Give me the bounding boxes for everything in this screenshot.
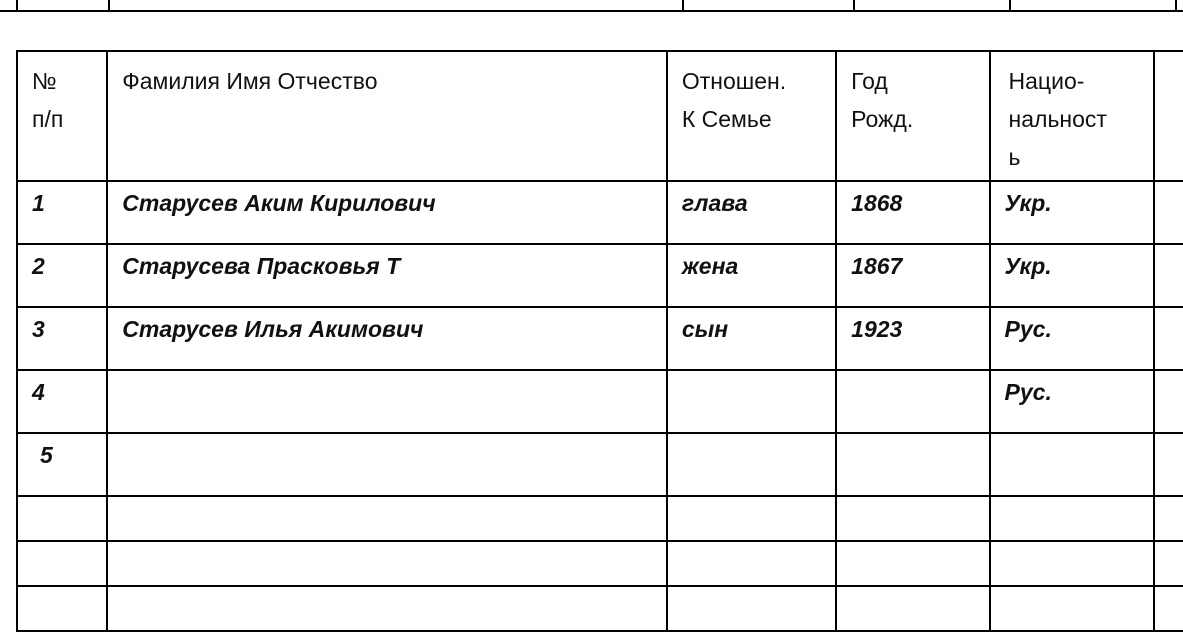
cell-empty <box>17 541 107 586</box>
table-row <box>17 181 1183 244</box>
cell-number: 4 <box>17 370 107 433</box>
cell-name: Старусев Аким Кирилович <box>107 181 667 244</box>
table-row <box>17 307 1183 370</box>
header-cell-cut <box>1154 51 1183 181</box>
cell-cut <box>1154 541 1183 586</box>
cell-name <box>107 433 667 496</box>
cell-year: 1867 <box>836 244 989 307</box>
cell-nationality <box>990 433 1154 496</box>
table-border-line <box>108 0 110 12</box>
cell-empty <box>17 496 107 541</box>
cell-empty <box>836 496 989 541</box>
table-row <box>17 586 1183 631</box>
cell-year <box>836 433 989 496</box>
header-cell-number: № п/п <box>17 51 107 181</box>
cell-relation: сын <box>667 307 836 370</box>
cell-nationality: Укр. <box>990 244 1154 307</box>
cell-cut <box>1154 307 1183 370</box>
table-row <box>17 541 1183 586</box>
header-row <box>17 51 1183 181</box>
cell-empty <box>17 586 107 631</box>
cell-number: 1 <box>17 181 107 244</box>
table-row <box>17 433 1183 496</box>
header-cell-year: Год Рожд. <box>836 51 989 181</box>
cell-number: 5 <box>17 433 107 496</box>
previous-table-fragment <box>0 0 1183 13</box>
cell-cut <box>1154 181 1183 244</box>
header-cell-nationality: Нацио- нальност ь <box>990 51 1154 181</box>
cell-cut <box>1154 370 1183 433</box>
cell-nationality: Рус. <box>990 307 1154 370</box>
cell-cut <box>1154 433 1183 496</box>
cell-empty <box>990 496 1154 541</box>
cell-empty <box>107 496 667 541</box>
cell-year: 1923 <box>836 307 989 370</box>
cell-empty <box>667 541 836 586</box>
cell-empty <box>990 541 1154 586</box>
family-table <box>16 50 1183 632</box>
table-border-line <box>1175 0 1177 12</box>
cell-cut <box>1154 586 1183 631</box>
cell-relation <box>667 370 836 433</box>
table-border-line <box>0 10 1183 12</box>
cell-empty <box>836 586 989 631</box>
cell-number: 3 <box>17 307 107 370</box>
cell-empty <box>836 541 989 586</box>
cell-year <box>836 370 989 433</box>
table-row <box>17 496 1183 541</box>
cell-year: 1868 <box>836 181 989 244</box>
cell-relation <box>667 433 836 496</box>
table-border-line <box>16 0 18 12</box>
cell-empty <box>667 586 836 631</box>
table-row <box>17 244 1183 307</box>
table-row <box>17 370 1183 433</box>
cell-nationality: Укр. <box>990 181 1154 244</box>
cell-relation: жена <box>667 244 836 307</box>
cell-cut <box>1154 496 1183 541</box>
cell-nationality: Рус. <box>990 370 1154 433</box>
cell-cut <box>1154 244 1183 307</box>
cell-relation: глава <box>667 181 836 244</box>
header-cell-relation: Отношен. К Семье <box>667 51 836 181</box>
header-cell-name: Фамилия Имя Отчество <box>107 51 667 181</box>
cell-empty <box>107 586 667 631</box>
cell-empty <box>990 586 1154 631</box>
cell-name: Старусев Илья Акимович <box>107 307 667 370</box>
table-border-line <box>1009 0 1011 12</box>
cell-name: Старусева Прасковья Т <box>107 244 667 307</box>
cell-empty <box>667 496 836 541</box>
table-border-line <box>853 0 855 12</box>
cell-number: 2 <box>17 244 107 307</box>
cell-empty <box>107 541 667 586</box>
table-border-line <box>682 0 684 12</box>
cell-name <box>107 370 667 433</box>
